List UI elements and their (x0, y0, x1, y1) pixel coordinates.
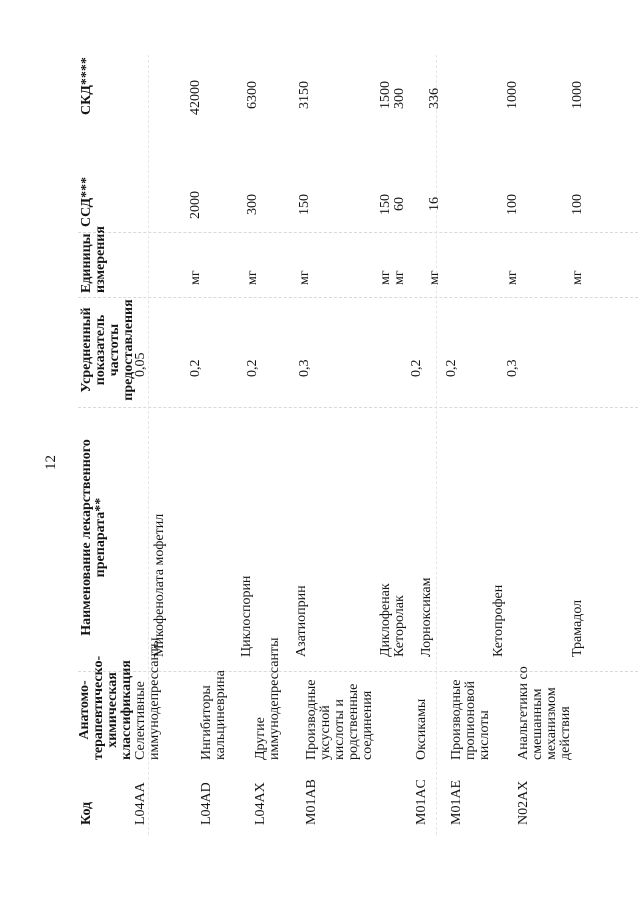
page-number: 12 (43, 455, 59, 470)
header-freq: Усредненный показатель частоты предоставления (79, 299, 136, 401)
drug-freq: 0,2 (188, 359, 203, 377)
group-atc: Ингибиторы кальциневрина (199, 670, 228, 760)
header-ssd: ССД*** (79, 176, 94, 227)
drug-unit: мг (297, 270, 312, 285)
drug-freq: 0,3 (297, 359, 312, 377)
drug-ssd: 60 (392, 197, 407, 211)
header-code: Код (79, 801, 94, 825)
drug-skd: 42000 (188, 80, 203, 115)
drug-name: Циклоспорин (239, 575, 254, 657)
group-code: L04AX (253, 782, 268, 825)
header-atc: Анатомо-терапевтическо-химическая классификация (77, 655, 134, 760)
column-divider (78, 297, 638, 298)
drug-freq: 0,3 (505, 359, 520, 377)
drug-unit: мг (427, 270, 442, 285)
drug-skd: 1500 (378, 81, 393, 109)
drug-name: Азатиоприн (294, 585, 309, 657)
drug-name: Трамадол (570, 599, 585, 657)
row-divider (436, 55, 437, 835)
drug-unit: мг (245, 270, 260, 285)
group-code: N02AX (516, 780, 531, 825)
column-divider (78, 407, 638, 408)
drug-ssd: 100 (505, 194, 520, 215)
drug-skd: 336 (427, 88, 442, 109)
column-divider (78, 232, 638, 233)
drug-unit: мг (378, 270, 393, 285)
group-code: M01AB (304, 779, 319, 825)
drug-name: Кеторолак (392, 595, 407, 657)
group-code: L04AA (133, 782, 148, 825)
drug-ssd: 16 (427, 197, 442, 211)
group-atc: Анальгетики со смешанным механизмом действия (516, 666, 573, 760)
drug-name: Микофенолата мофетил (152, 513, 167, 657)
drug-unit: мг (570, 270, 585, 285)
group-atc: Другие иммунодепрессанты (253, 637, 282, 760)
drug-name: Диклофенак (378, 583, 393, 657)
drug-skd: 1000 (505, 81, 520, 109)
group-atc: Производные пропионовой кислоты (449, 679, 492, 760)
group-code: L04AD (199, 782, 214, 825)
drug-skd: 1000 (570, 81, 585, 109)
group-freq: 0,05 (133, 352, 148, 377)
drug-ssd: 2000 (188, 191, 203, 219)
drug-skd: 300 (392, 88, 407, 109)
drug-ssd: 100 (570, 194, 585, 215)
drug-name: Кетопрофен (491, 584, 506, 657)
drug-ssd: 300 (245, 194, 260, 215)
drug-unit: мг (188, 270, 203, 285)
header-skd: СКД**** (79, 57, 94, 115)
group-atc: Оксикамы (414, 698, 429, 760)
drug-unit: мг (505, 270, 520, 285)
drug-unit: мг (392, 270, 407, 285)
header-unit: Единицы измерения (79, 226, 108, 293)
drug-freq: 0,2 (245, 359, 260, 377)
drug-name: Лорноксикам (419, 577, 434, 657)
group-atc: Производные уксусной кислоты и родственные соединения (304, 679, 375, 760)
drug-skd: 3150 (297, 81, 312, 109)
header-drug: Наименование лекарственного препарата** (79, 439, 108, 636)
group-code: M01AC (414, 779, 429, 825)
drug-skd: 6300 (245, 81, 260, 109)
group-atc: Селективные иммунодепрессанты (133, 637, 162, 760)
group-code: M01AE (449, 779, 464, 825)
drug-ssd: 150 (297, 194, 312, 215)
drug-freq: 0,2 (409, 359, 424, 377)
drug-freq: 0,2 (444, 359, 459, 377)
drug-ssd: 150 (378, 194, 393, 215)
